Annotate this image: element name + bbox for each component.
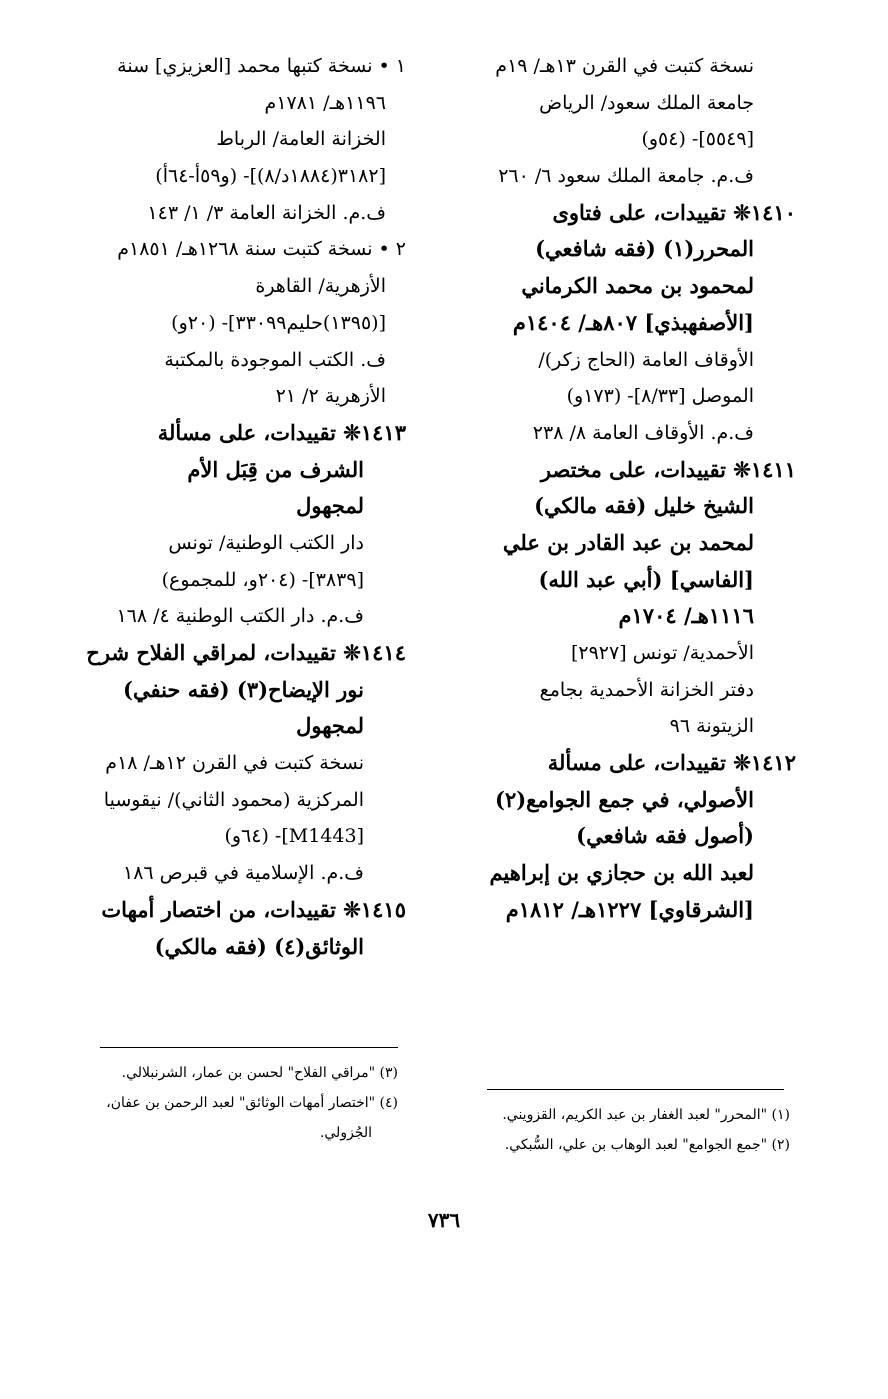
left-column [76,48,406,965]
footnote: (٤) "اختصار أمهات الوثائق" لعبد الرحمن بن عفان، [106,1095,398,1111]
entry-heading: ١٤١٤❊ تقييدات، لمراقي الفلاح شرح [86,640,406,665]
entry-author: [الأصفهبذي] ٨٠٧هـ/ ١٤٠٤م [512,309,754,335]
text-line: [٣٨٣٩]- (٢٠٤و، للمجموع) [161,568,364,591]
text-line: ف.م. الأوقاف العامة ٨/ ٢٣٨ [532,421,754,444]
text-line: [(١٣٩٥)حليم٣٣٠٩٩]- (٢٠و) [171,311,386,334]
entry-author: لمحمد بن عبد القادر بن علي [502,529,754,555]
entry-heading: ١٤١٥❊ تقييدات، من اختصار أمهات [101,896,406,922]
entry-title: الشرف من قِبَل الأم [187,456,364,482]
text-line: دفتر الخزانة الأحمدية بجامع [539,678,754,701]
text-line: ف.م. الخزانة العامة ٣/ ١/ ١٤٣ [147,201,386,224]
footnotes-left [78,1058,398,1148]
text-line: ف.م. الإسلامية في قبرص ١٨٦ [123,862,364,885]
entry-author: لمحمود بن محمد الكرماني [521,273,754,299]
entry-author: لعبد الله بن حجازي بن إبراهيم [489,860,754,886]
copy-note: ١ • نسخة كتبها محمد [العزيزي] سنة [117,55,406,77]
entry-title: الشيخ خليل (فقه مالكي) [534,493,754,519]
entry-title: الأصولي، في جمع الجوامع(٢) [495,786,754,812]
footnote-divider [487,1089,784,1090]
entry-author: لمجهول [296,493,364,519]
text-line: الزيتونة ٩٦ [669,715,754,738]
right-column [446,48,796,929]
text-line: ف.م. دار الكتب الوطنية ٤/ ١٦٨ [116,605,364,628]
text-line: نسخة كتبت في القرن ١٣هـ/ ١٩م [495,55,754,77]
text-line: الأحمدية/ تونس [٢٩٢٧] [570,642,754,664]
entry-author: ١١١٦هـ/ ١٧٠٤م [618,603,754,629]
entry-author: [الفاسي] (أبي عبد الله) [538,566,754,592]
footnote: (٢) "جمع الجوامع" لعبد الوهاب بن علي، السُّبكي. [504,1137,790,1153]
text-line: [٥٥٤٩]- (٥٤و) [641,128,754,151]
footnote-divider [100,1047,398,1048]
text-line: جامعة الملك سعود/ الرياض [539,91,754,114]
entry-heading: ١٤١٢❊ تقييدات، على مسألة [547,750,796,776]
entry-title: نور الإيضاح(٣) (فقه حنفي) [123,676,364,702]
entry-heading: ١٤١٠❊ تقييدات، على فتاوى [552,199,796,225]
entry-title: الوثائق(٤) (فقه مالكي) [154,933,364,959]
entry-heading: ١٤١٣❊ تقييدات، على مسألة [157,419,406,445]
text-line: المركزية (محمود الثاني)/ نيقوسيا [103,788,364,811]
text-line: الأوقاف العامة (الحاج زكر)/ [538,348,754,371]
text-line: الأزهرية ٢/ ٢١ [275,385,386,408]
footnote: (٣) "مراقي الفلاح" لحسن بن عمار، الشرنبلالي. [121,1065,398,1081]
text-line: ف. الكتب الموجودة بالمكتبة [164,348,386,371]
footnotes-right [450,1100,790,1160]
entry-heading: ١٤١١❊ تقييدات، على مختصر [540,456,796,482]
entry-author: لمجهول [296,713,364,739]
text-line: [٣١٨٢(١٨٨٤د/٨)]- (و٥٩أ-٦٤أ) [155,165,386,188]
entry-title: المحرر(١) (فقه شافعي) [535,236,754,262]
copy-note: ٢ • نسخة كتبت سنة ١٢٦٨هـ/ ١٨٥١م [117,238,406,261]
text-line: الخزانة العامة/ الرباط [216,128,386,151]
text-line: نسخة كتبت في القرن ١٢هـ/ ١٨م [105,752,364,775]
footnote: (١) "المحرر" لعبد الغفار بن عبد الكريم، القزويني. [502,1107,790,1123]
text-line: ف.م. جامعة الملك سعود ٦/ ٢٦٠ [498,165,754,188]
entry-title: (أصول فقه شافعي) [576,823,754,849]
page-number: ٧٣٦ [427,1208,461,1232]
footnote: الجُزولي. [319,1125,372,1141]
text-line: دار الكتب الوطنية/ تونس [168,531,364,554]
text-line: الموصل [٨/٣٣]- (١٧٣و) [566,385,754,408]
text-line: الأزهرية/ القاهرة [255,275,386,298]
text-line: [M1443]- (٦٤و) [224,825,364,848]
text-line: ١١٩٦هـ/ ١٧٨١م [264,91,386,114]
entry-author: [الشرقاوي] ١٢٢٧هـ/ ١٨١٢م [505,896,754,922]
